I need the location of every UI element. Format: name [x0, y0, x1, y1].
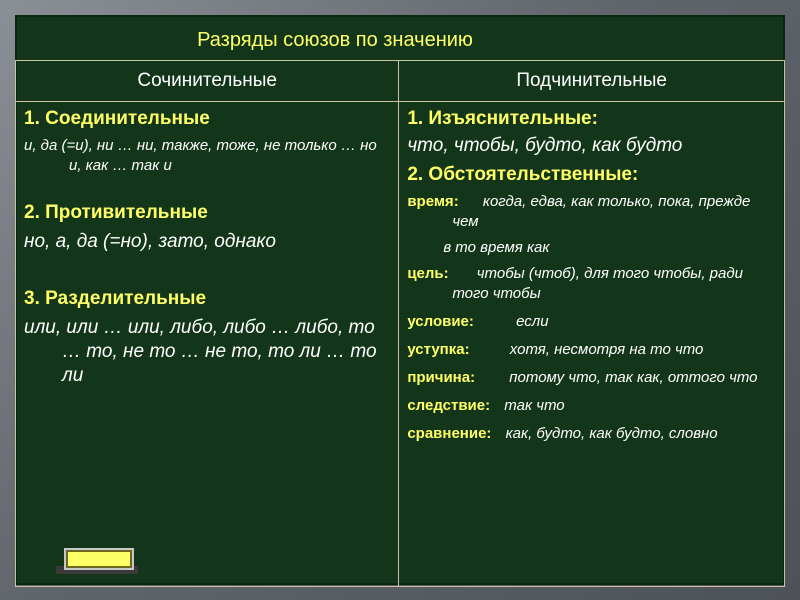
text-purpose: чтобы (чтоб), для того чтобы, ради того чтобы	[452, 265, 743, 302]
row-cause	[407, 368, 776, 388]
row-purpose	[407, 264, 776, 304]
chalkboard	[15, 15, 785, 585]
text-time: когда, едва, как только, пока, прежде чем	[452, 193, 751, 230]
row-time-extra	[407, 238, 776, 258]
label-purpose: цель:	[407, 265, 449, 282]
coordinating-cell	[16, 102, 399, 587]
heading-disjunctive: 3. Разделительные	[24, 288, 207, 309]
label-cause: причина:	[407, 369, 476, 386]
text-disjunctive: или, или … или, либо, либо … либо, то … то, не то … не то, то ли … то ли	[24, 317, 377, 386]
header-coordinating: Сочинительные	[16, 61, 399, 102]
label-concession: уступка:	[407, 341, 470, 358]
eraser	[66, 550, 132, 568]
label-time: время:	[407, 193, 459, 210]
heading-connective: 1. Соединительные	[24, 108, 210, 129]
row-time	[407, 192, 776, 232]
heading-explanatory: 1. Изъяснительные:	[407, 108, 598, 129]
text-connective: и, да (=и), ни … ни, также, тоже, не только … но и, как … так и	[24, 137, 377, 174]
text-explanatory: что, чтобы, будто, как будто	[407, 135, 683, 156]
spacer	[24, 254, 390, 288]
header-subordinating: Подчинительные	[399, 61, 785, 102]
heading-circumstantial: 2. Обстоятельственные:	[407, 164, 639, 185]
row-condition	[407, 312, 776, 332]
text-cause: потому что, так как, оттого что	[509, 369, 758, 386]
text-comparison: как, будто, как будто, словно	[505, 425, 718, 442]
page-title: Разряды союзов по значению	[197, 29, 473, 51]
label-condition: условие:	[407, 313, 474, 330]
heading-adversative: 2. Противительные	[24, 202, 208, 223]
row-concession	[407, 340, 776, 360]
row-comparison	[407, 424, 776, 444]
text-adversative: но, а, да (=но), зато, однако	[24, 231, 276, 252]
label-consequence: следствие:	[407, 397, 491, 414]
label-comparison: сравнение:	[407, 425, 492, 442]
text-condition: если	[516, 313, 549, 330]
circumstantial-list	[407, 192, 776, 444]
text-consequence: так что	[504, 397, 565, 414]
spacer	[24, 176, 390, 202]
conjunctions-table	[15, 60, 785, 587]
text-concession: хотя, несмотря на то что	[509, 341, 704, 358]
text-time-extra: в то время как	[443, 239, 550, 256]
row-consequence	[407, 396, 776, 416]
subordinating-cell	[399, 102, 785, 587]
